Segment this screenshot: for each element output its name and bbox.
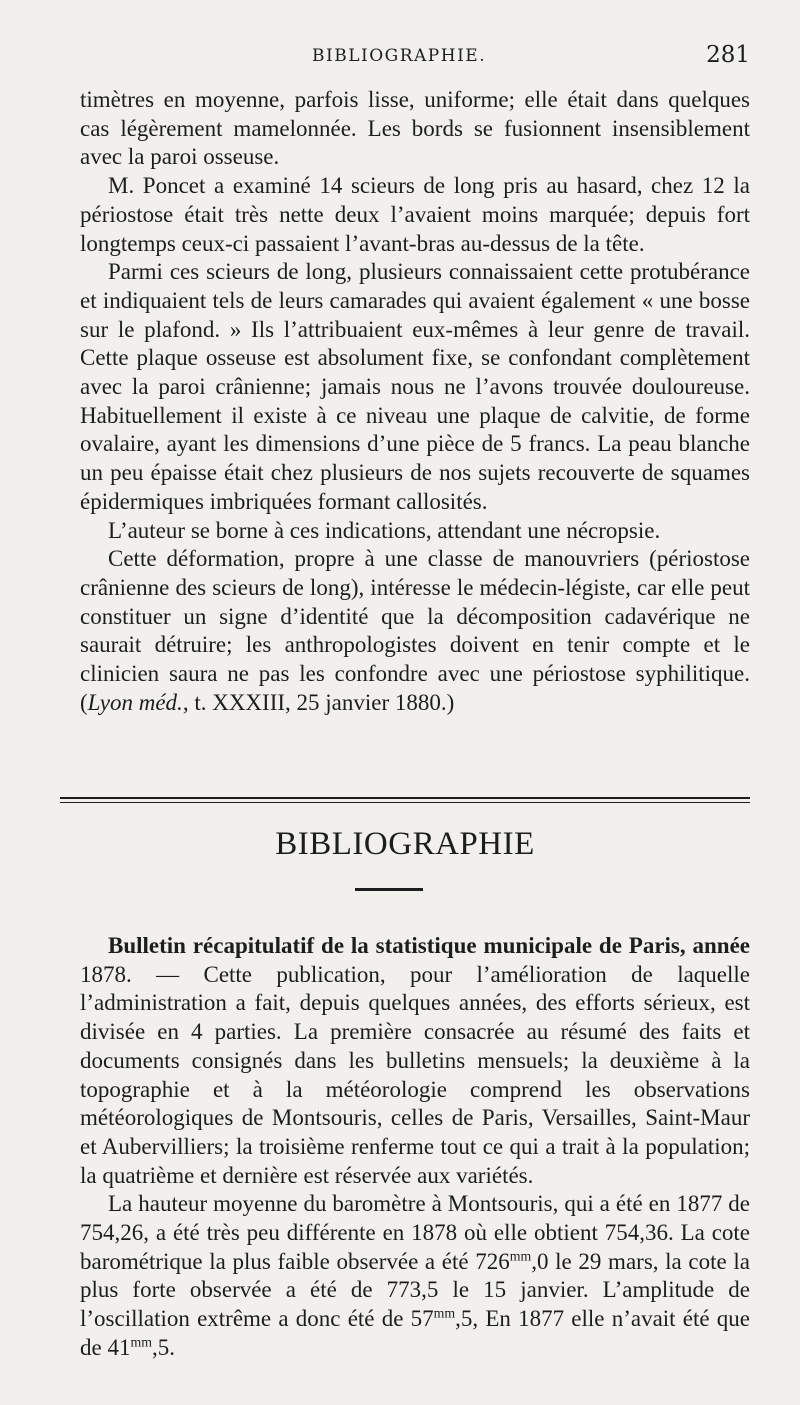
running-head [80, 40, 750, 76]
section-title: BIBLIOGRAPHIE [275, 826, 535, 862]
text-run: La hauteur moyenne du baromètre à Montsouris, qui a été en 1877 de 754,26, a été très peu différente en 1878 où elle obtient 754,36. La cote barométrique la plus faible observée a été 726 [80, 1191, 750, 1274]
citation-journal: Lyon méd. [87, 689, 183, 715]
paragraph: M. Poncet a examiné 14 scieurs de long pris au hasard, chez 12 la périostose était très nette deux l’avaient moins marquée; depuis fort longtemps ceux-ci passaient l’avant-bras au-dessus de la tête. [80, 173, 750, 256]
unit-superscript: mm [509, 1248, 532, 1264]
paragraph: L’auteur se borne à ces indications, attendant une nécropsie. [108, 517, 661, 543]
page-number: 281 [706, 42, 750, 68]
paragraph [80, 1190, 750, 1362]
article-continuation [80, 86, 750, 717]
short-rule-divider [355, 888, 423, 891]
paragraph-with-citation [80, 545, 750, 717]
citation [80, 690, 454, 715]
paragraph-text: 1878. — Cette publication, pour l’amélioration de laquelle l’administration a fait, depuis quelques années, des efforts sérieux, est divisée en 4 parties. La première consacrée au résumé des faits et documents consignés dans les bulletins mensuels; la deuxième à la topographie et à la météorologie comprend les observations météorologiques de Montsouris, celles de Paris, Versailles, Saint-Maur et Aubervilliers; la troisième renferme tout ce qui a trait à la population; la quatrième et dernière est réservée aux variétés. [80, 961, 750, 1188]
paragraph-text: Cette déformation, propre à une classe de manouvriers (périostose crânienne des scieurs de long), intéresse le médecin-légiste, car elle peut constituer un signe d’identité que la décomposition cadavérique ne saurait détruire; les anthropologistes doivent en tenir compte et le clinicien saura ne pas les confondre avec une périostose syphilitique. [80, 546, 750, 687]
paragraph: Parmi ces scieurs de long, plusieurs connaissaient cette protubérance et indiquaient tels de leurs camarades qui avaient également « une bosse sur le plafond. » Ils l’attribuaient eux-mêmes à leur genre de travail. Cette plaque osseuse est absolument fixe, se confondant complètement avec la paroi crânienne; jamais nous ne l’avons trouvée douloureuse. Habituellement il existe à ce niveau une plaque de calvitie, de forme ovalaire, ayant les dimensions d’une pièce de 5 francs. La peau blanche un peu épaisse était chez plusieurs de nos sujets recouverte de squames épidermiques imbriquées formant callosités. [80, 259, 750, 514]
unit-superscript: mm [433, 1305, 456, 1321]
text-run: ,5, En 1877 elle n’avait été que de 41 [80, 1306, 750, 1360]
paragraph [80, 932, 750, 1190]
paragraph: timètres en moyenne, parfois lisse, uniforme; elle était dans quelques cas légèrement mamelonnée. Les bords se fusionnent insensiblement avec la paroi osseuse. [80, 87, 750, 170]
text-run: ,0 le 29 mars, la cote la plus forte observée a été de 773,5 le 15 janvier. L’amplitude de l’oscillation extrême a donc été de 57 [80, 1248, 750, 1332]
double-rule-divider [60, 797, 750, 799]
text-run: ,5. [151, 1334, 175, 1360]
unit-superscript: mm [130, 1334, 152, 1350]
citation-open: ( [80, 689, 88, 715]
citation-details: , t. XXXIII, 25 janvier 1880.) [182, 689, 455, 715]
bulletin-review [80, 932, 750, 1363]
bulletin-title: Bulletin récapitulatif de la statistique municipale de Paris, année [108, 933, 750, 958]
running-title: BIBLIOGRAPHIE. [312, 46, 487, 66]
